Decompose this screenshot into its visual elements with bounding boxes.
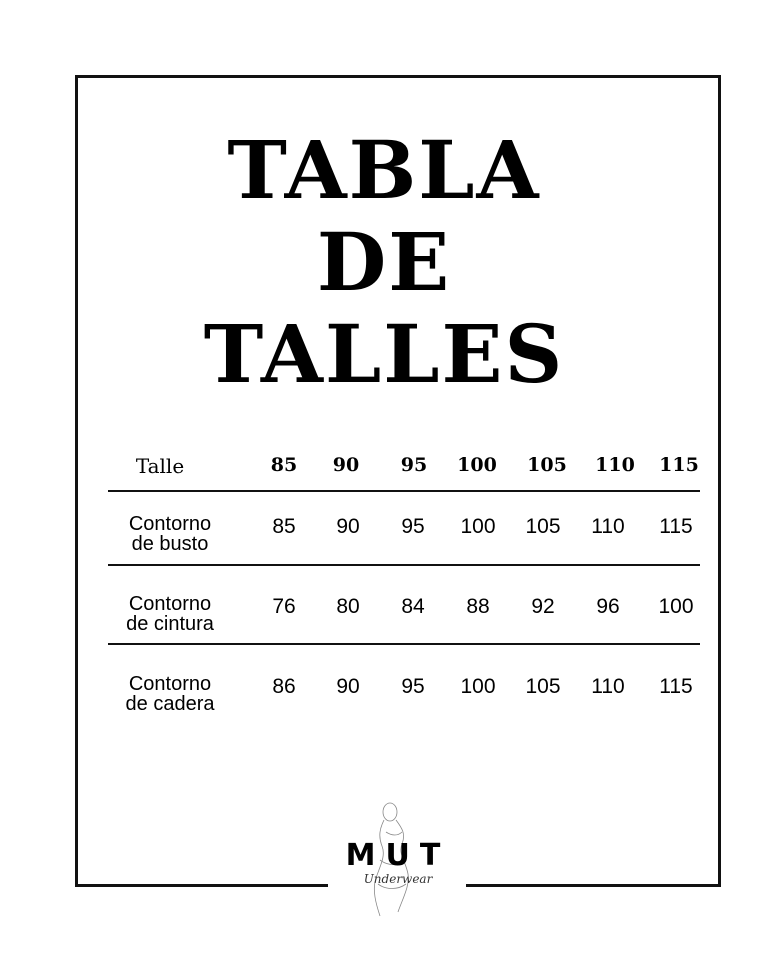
table-cell: 86	[272, 675, 296, 698]
table-cell: 100	[460, 515, 496, 538]
table-cell: 96	[596, 595, 620, 618]
header-size: 95	[400, 454, 428, 476]
table-cell: 110	[591, 515, 625, 538]
row-label	[108, 674, 232, 714]
row-label	[108, 594, 232, 634]
row-label-line: de cadera	[125, 693, 215, 715]
row-label-line: Contorno	[128, 673, 212, 695]
table-cell: 92	[531, 595, 555, 618]
row-label-line: Contorno	[128, 593, 212, 615]
table-cell: 84	[401, 595, 425, 618]
table-cell: 90	[336, 515, 360, 538]
header-size: 115	[659, 454, 699, 476]
table-cell: 105	[525, 675, 561, 698]
title-line-2: DE	[316, 215, 452, 309]
title-line-1: TABLA	[227, 123, 541, 217]
table-cell: 80	[336, 595, 360, 618]
title-line-3: TALLES	[203, 307, 565, 401]
table-cell: 95	[401, 675, 425, 698]
row-label	[108, 514, 232, 554]
header-size: 85	[270, 454, 298, 476]
header-size: 100	[457, 454, 497, 476]
table-cell: 100	[658, 595, 694, 618]
header-size: 105	[527, 454, 567, 476]
table-cell: 100	[460, 675, 496, 698]
table-cell: 88	[466, 595, 490, 618]
brand-logo	[340, 800, 456, 918]
table-cell: 95	[401, 515, 425, 538]
table-cell: 76	[272, 595, 296, 618]
header-size: 110	[595, 454, 635, 476]
table-cell: 90	[336, 675, 360, 698]
brand-subtitle: Underwear	[363, 872, 433, 886]
table-cell: 115	[659, 515, 693, 538]
brand-name: MUT	[345, 838, 451, 873]
row-label-line: de busto	[131, 533, 209, 555]
table-divider	[108, 564, 700, 566]
header-size: 90	[332, 454, 360, 476]
table-divider	[108, 490, 700, 492]
table-cell: 110	[591, 675, 625, 698]
row-label-line: Contorno	[128, 513, 212, 535]
table-cell: 105	[525, 515, 561, 538]
row-label-line: de cintura	[126, 613, 214, 635]
table-divider	[108, 643, 700, 645]
table-cell: 115	[659, 675, 693, 698]
table-cell: 85	[272, 515, 296, 538]
header-label: Talle	[135, 454, 185, 478]
